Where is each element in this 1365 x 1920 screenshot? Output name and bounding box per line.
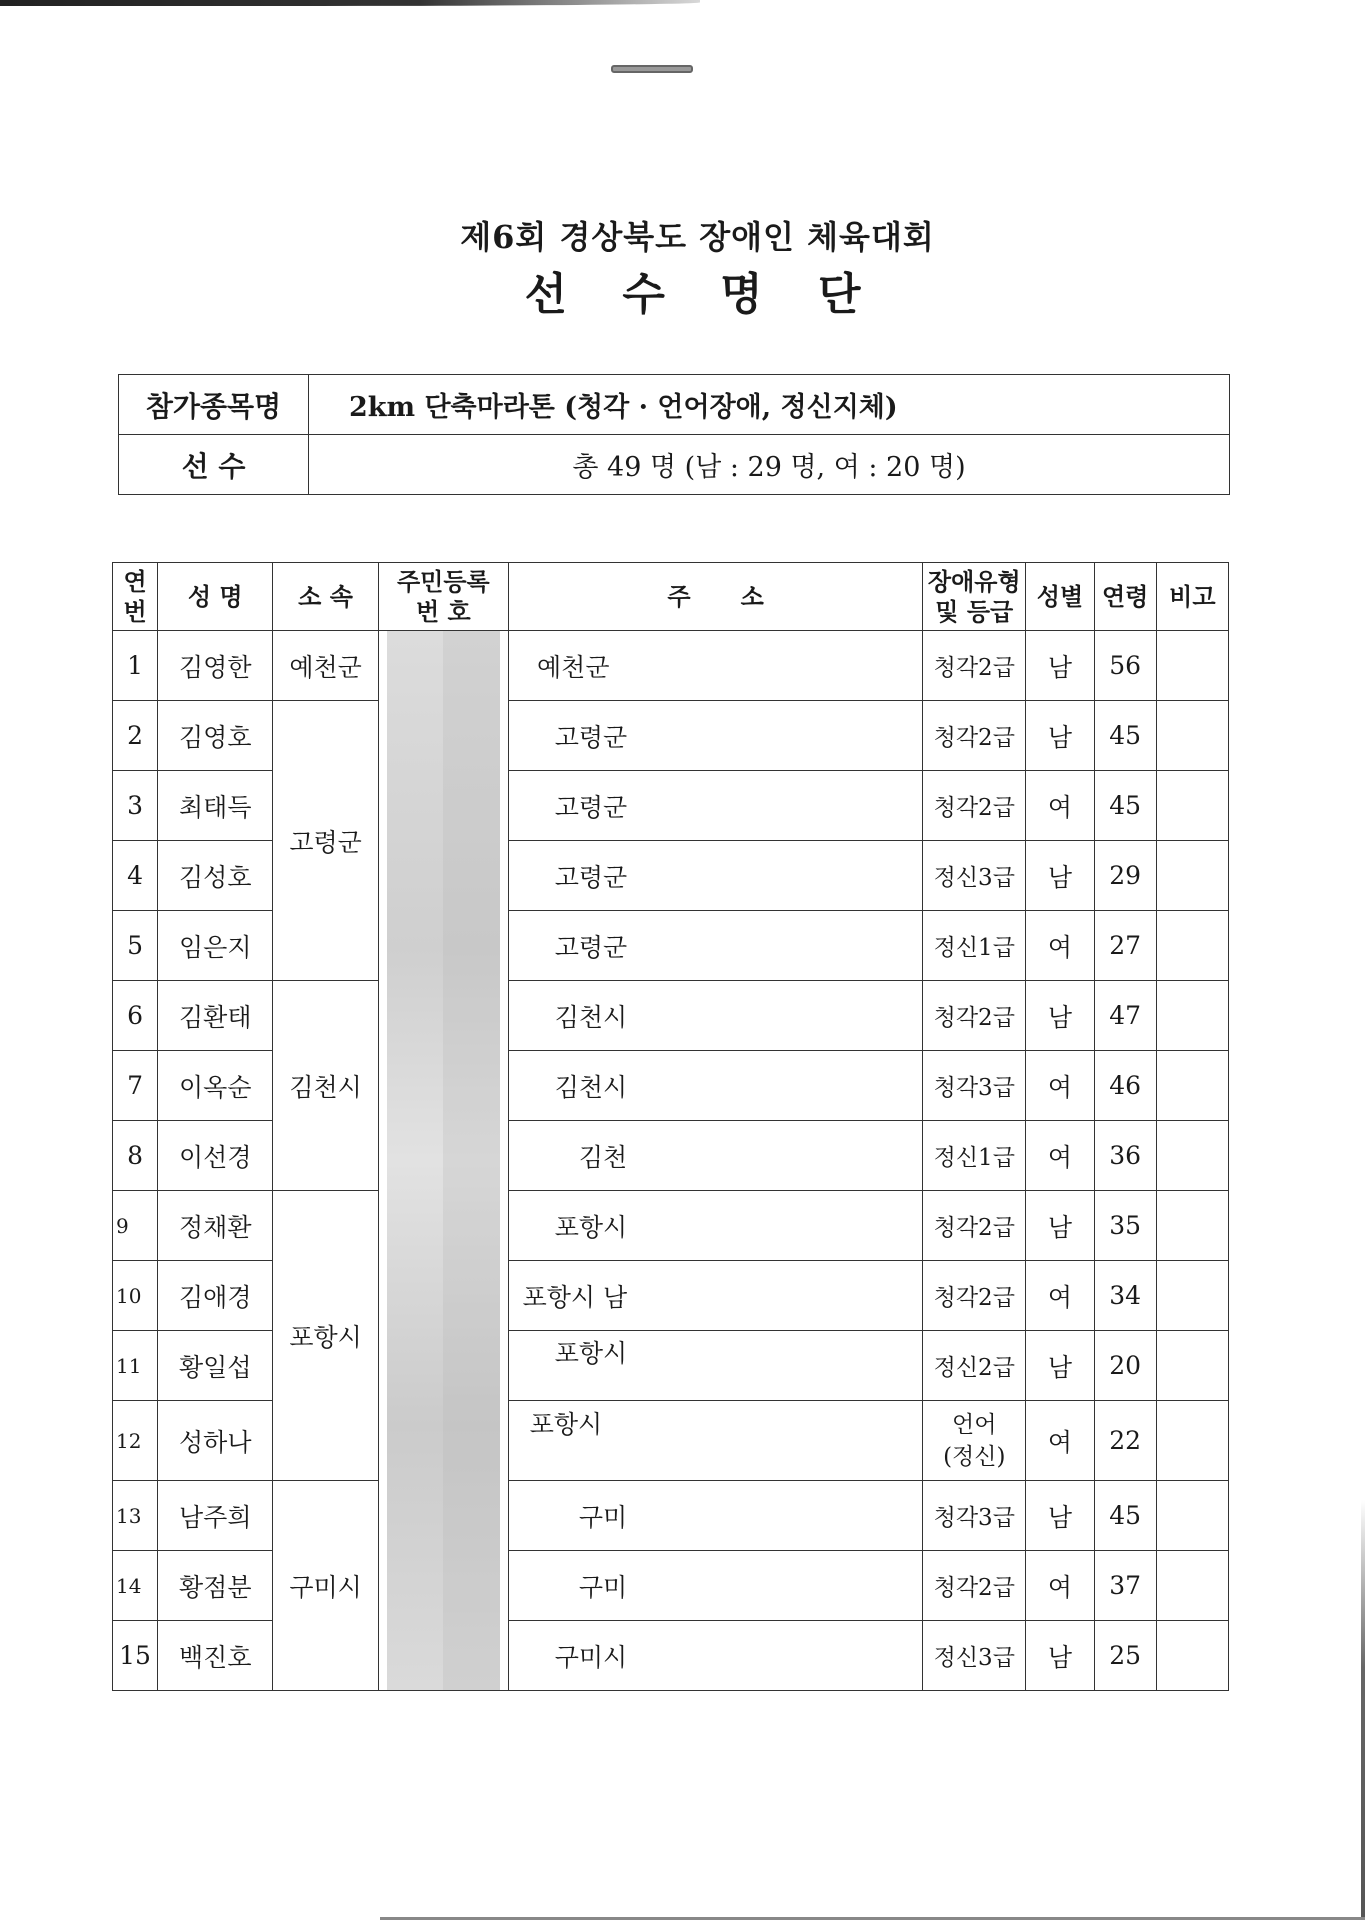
- cell-note: [1156, 1051, 1228, 1121]
- address-text: 구미: [578, 1502, 628, 1532]
- cell-no: 3: [113, 771, 158, 841]
- table-row: [113, 981, 1229, 1051]
- cell-address: [509, 771, 923, 841]
- cell-disability: 정신2급: [923, 1331, 1026, 1401]
- roster-header-row: [113, 563, 1229, 631]
- cell-note: [1156, 1621, 1228, 1691]
- cell-org: 구미시: [273, 1481, 378, 1691]
- cell-no: 9: [113, 1191, 158, 1261]
- cell-org: 고령군: [273, 701, 378, 981]
- cell-sex: 남: [1026, 841, 1094, 911]
- cell-age: 36: [1094, 1121, 1156, 1191]
- table-row: [113, 631, 1229, 701]
- cell-age: 45: [1094, 701, 1156, 771]
- cell-address: [509, 701, 923, 771]
- cell-name: 성하나: [158, 1401, 273, 1481]
- cell-sex: 여: [1026, 1121, 1094, 1191]
- cell-disability: [923, 1401, 1026, 1481]
- cell-address: [509, 1401, 923, 1481]
- header-rrn: [378, 563, 508, 631]
- cell-age: 29: [1094, 841, 1156, 911]
- address-text: 포항시 남: [522, 1282, 628, 1312]
- cell-age: 25: [1094, 1621, 1156, 1691]
- cell-note: [1156, 701, 1228, 771]
- cell-name: 남주희: [158, 1481, 273, 1551]
- cell-disability: 청각2급: [923, 771, 1026, 841]
- cell-disability: 청각2급: [923, 1551, 1026, 1621]
- event-label: 참가종목명: [119, 375, 309, 435]
- address-text: 고령군: [554, 722, 628, 752]
- cell-note: [1156, 1551, 1228, 1621]
- staple-mark: [611, 65, 693, 73]
- cell-disability: 청각2급: [923, 701, 1026, 771]
- cell-name: 김애경: [158, 1261, 273, 1331]
- cell-no: 11: [113, 1331, 158, 1401]
- header-age: 연령: [1094, 563, 1156, 631]
- redaction-blur: [387, 631, 500, 1690]
- cell-org: 김천시: [273, 981, 378, 1191]
- cell-note: [1156, 911, 1228, 981]
- event-row: [119, 375, 1230, 435]
- cell-sex: 여: [1026, 1261, 1094, 1331]
- cell-name: 황점분: [158, 1551, 273, 1621]
- cell-address: [509, 1051, 923, 1121]
- cell-age: 56: [1094, 631, 1156, 701]
- address-text: 고령군: [554, 862, 628, 892]
- cell-name: 황일섭: [158, 1331, 273, 1401]
- address-text: 예천군: [537, 652, 610, 682]
- cell-name: 이선경: [158, 1121, 273, 1191]
- cell-note: [1156, 631, 1228, 701]
- cell-org: 포항시: [273, 1191, 378, 1481]
- cell-disability: 정신1급: [923, 1121, 1026, 1191]
- cell-note: [1156, 1261, 1228, 1331]
- address-text: 김천시: [554, 1072, 628, 1102]
- cell-sex: 여: [1026, 1551, 1094, 1621]
- cell-address: [509, 911, 923, 981]
- cell-no: 15: [113, 1621, 158, 1691]
- header-disability: [923, 563, 1026, 631]
- cell-address: [509, 1481, 923, 1551]
- cell-address: [509, 841, 923, 911]
- cell-disability: 청각3급: [923, 1051, 1026, 1121]
- cell-name: 정채환: [158, 1191, 273, 1261]
- cell-rrn-redacted: [378, 631, 508, 1691]
- cell-age: 27: [1094, 911, 1156, 981]
- event-summary-table: [118, 374, 1230, 495]
- event-value: 2km 단축마라톤 (청각 · 언어장애, 정신지체): [309, 375, 1230, 435]
- cell-no: 4: [113, 841, 158, 911]
- address-text: 포항시: [554, 1212, 628, 1242]
- cell-org: 예천군: [273, 631, 378, 701]
- address-text: 포항시: [529, 1410, 603, 1440]
- header-name: 성 명: [158, 563, 273, 631]
- cell-address: [509, 1331, 923, 1401]
- cell-no: 12: [113, 1401, 158, 1481]
- cell-age: 37: [1094, 1551, 1156, 1621]
- cell-disability: 정신3급: [923, 841, 1026, 911]
- address-text: 고령군: [554, 792, 628, 822]
- cell-age: 46: [1094, 1051, 1156, 1121]
- address-text: 김천: [578, 1142, 628, 1172]
- cell-name: 이옥순: [158, 1051, 273, 1121]
- cell-disability: 청각2급: [923, 981, 1026, 1051]
- cell-age: 45: [1094, 771, 1156, 841]
- cell-address: [509, 1121, 923, 1191]
- cell-address: [509, 1551, 923, 1621]
- scan-edge-right: [1361, 1500, 1365, 1920]
- roster-table: [112, 562, 1229, 1691]
- table-row: [113, 1481, 1229, 1551]
- cell-note: [1156, 1481, 1228, 1551]
- cell-no: 5: [113, 911, 158, 981]
- header-address: 주 소: [509, 563, 923, 631]
- cell-name: 최태득: [158, 771, 273, 841]
- cell-disability: 청각3급: [923, 1481, 1026, 1551]
- cell-sex: 남: [1026, 1331, 1094, 1401]
- address-text: 구미시: [554, 1642, 628, 1672]
- cell-disability: 청각2급: [923, 1261, 1026, 1331]
- cell-sex: 남: [1026, 1191, 1094, 1261]
- cell-age: 35: [1094, 1191, 1156, 1261]
- cell-sex: 남: [1026, 1621, 1094, 1691]
- cell-no: 1: [113, 631, 158, 701]
- cell-name: 김성호: [158, 841, 273, 911]
- address-text: 구미: [578, 1572, 628, 1602]
- players-row: [119, 435, 1230, 495]
- cell-age: 45: [1094, 1481, 1156, 1551]
- cell-sex: 여: [1026, 1401, 1094, 1481]
- address-text: 김천시: [554, 1002, 628, 1032]
- address-text: 고령군: [554, 932, 628, 962]
- cell-name: 김환태: [158, 981, 273, 1051]
- cell-note: [1156, 841, 1228, 911]
- cell-sex: 남: [1026, 981, 1094, 1051]
- document-title: 제6회 경상북도 장애인 체육대회: [460, 218, 935, 256]
- cell-note: [1156, 771, 1228, 841]
- cell-address: [509, 981, 923, 1051]
- players-label: 선 수: [119, 435, 309, 495]
- cell-name: 김영호: [158, 701, 273, 771]
- cell-no: 6: [113, 981, 158, 1051]
- cell-disability: 청각2급: [923, 631, 1026, 701]
- cell-disability: 정신1급: [923, 911, 1026, 981]
- cell-disability: 정신3급: [923, 1621, 1026, 1691]
- header-sex: 성별: [1026, 563, 1094, 631]
- cell-age: 20: [1094, 1331, 1156, 1401]
- cell-address: [509, 1621, 923, 1691]
- cell-sex: 남: [1026, 701, 1094, 771]
- cell-sex: 남: [1026, 1481, 1094, 1551]
- cell-name: 백진호: [158, 1621, 273, 1691]
- cell-note: [1156, 1191, 1228, 1261]
- cell-sex: 여: [1026, 911, 1094, 981]
- cell-address: [509, 1191, 923, 1261]
- scan-edge-top: [0, 0, 700, 6]
- table-row: [113, 1191, 1229, 1261]
- cell-no: 13: [113, 1481, 158, 1551]
- header-no-text: 연번: [123, 566, 147, 626]
- header-no: [113, 563, 158, 631]
- header-org: 소 속: [273, 563, 378, 631]
- header-note: 비고: [1156, 563, 1228, 631]
- header-rrn-text: 주민등록 번 호: [396, 566, 490, 626]
- disability-text: 언어 (정신): [943, 1411, 1006, 1470]
- table-row: [113, 701, 1229, 771]
- cell-address: [509, 1261, 923, 1331]
- cell-sex: 여: [1026, 1051, 1094, 1121]
- cell-note: [1156, 1401, 1228, 1481]
- cell-sex: 남: [1026, 631, 1094, 701]
- address-text: 포항시: [554, 1338, 628, 1368]
- cell-note: [1156, 981, 1228, 1051]
- cell-age: 47: [1094, 981, 1156, 1051]
- cell-no: 10: [113, 1261, 158, 1331]
- cell-note: [1156, 1121, 1228, 1191]
- cell-disability: 청각2급: [923, 1191, 1026, 1261]
- cell-sex: 여: [1026, 771, 1094, 841]
- cell-name: 임은지: [158, 911, 273, 981]
- cell-age: 22: [1094, 1401, 1156, 1481]
- cell-no: 8: [113, 1121, 158, 1191]
- cell-no: 7: [113, 1051, 158, 1121]
- cell-age: 34: [1094, 1261, 1156, 1331]
- cell-name: 김영한: [158, 631, 273, 701]
- document-subtitle: 선 수 명 단: [524, 269, 881, 320]
- header-disability-text: 장애유형 및 등급: [927, 566, 1021, 626]
- cell-address: [509, 631, 923, 701]
- cell-no: 14: [113, 1551, 158, 1621]
- cell-no: 2: [113, 701, 158, 771]
- cell-note: [1156, 1331, 1228, 1401]
- players-value: 총 49 명 (남 : 29 명, 여 : 20 명): [309, 435, 1230, 495]
